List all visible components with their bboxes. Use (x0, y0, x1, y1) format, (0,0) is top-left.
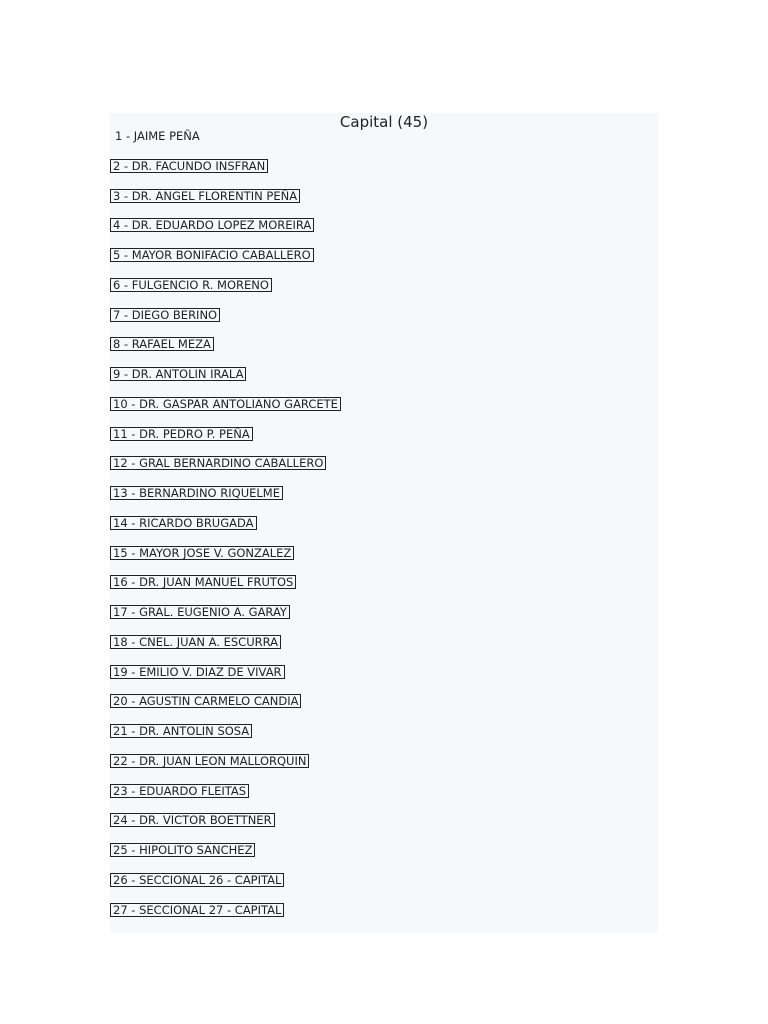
list-item[interactable]: 27 - SECCIONAL 27 - CAPITAL (110, 903, 284, 917)
list-item[interactable]: 2 - DR. FACUNDO INSFRAN (110, 159, 268, 173)
list-item[interactable]: 11 - DR. PEDRO P. PEÑA (110, 427, 253, 441)
list-item[interactable]: 23 - EDUARDO FLEITAS (110, 784, 249, 798)
list-item[interactable]: 26 - SECCIONAL 26 - CAPITAL (110, 873, 284, 887)
list-item[interactable]: 1 - JAIME PEÑA (115, 129, 200, 143)
list-item[interactable]: 10 - DR. GASPAR ANTOLIANO GARCETE (110, 397, 341, 411)
capital-list-panel (110, 113, 658, 933)
list-item[interactable]: 17 - GRAL. EUGENIO A. GARAY (110, 605, 290, 619)
list-item[interactable]: 14 - RICARDO BRUGADA (110, 516, 257, 530)
list-item[interactable]: 7 - DIEGO BERINO (110, 308, 220, 322)
list-item[interactable]: 15 - MAYOR JOSE V. GONZALEZ (110, 546, 294, 560)
list-item[interactable]: 20 - AGUSTIN CARMELO CANDIA (110, 694, 301, 708)
list-item[interactable]: 22 - DR. JUAN LEON MALLORQUIN (110, 754, 309, 768)
list-item[interactable]: 21 - DR. ANTOLIN SOSA (110, 724, 252, 738)
list-item[interactable]: 8 - RAFAEL MEZA (110, 337, 214, 351)
panel-title: Capital (45) (339, 113, 429, 131)
list-item[interactable]: 9 - DR. ANTOLIN IRALA (110, 367, 246, 381)
list-item[interactable]: 3 - DR. ANGEL FLORENTIN PEÑA (110, 189, 300, 203)
list-item[interactable]: 19 - EMILIO V. DIAZ DE VIVAR (110, 665, 285, 679)
list-item[interactable]: 18 - CNEL. JUAN A. ESCURRA (110, 635, 281, 649)
list-item[interactable]: 5 - MAYOR BONIFACIO CABALLERO (110, 248, 314, 262)
list-item[interactable]: 13 - BERNARDINO RIQUELME (110, 486, 283, 500)
list-item[interactable]: 25 - HIPOLITO SANCHEZ (110, 843, 255, 857)
list-item[interactable]: 24 - DR. VICTOR BOETTNER (110, 813, 275, 827)
list-item[interactable]: 6 - FULGENCIO R. MORENO (110, 278, 272, 292)
list-item[interactable]: 12 - GRAL BERNARDINO CABALLERO (110, 456, 326, 470)
list-item[interactable]: 16 - DR. JUAN MANUEL FRUTOS (110, 575, 296, 589)
list-item[interactable]: 4 - DR. EDUARDO LOPEZ MOREIRA (110, 218, 314, 232)
